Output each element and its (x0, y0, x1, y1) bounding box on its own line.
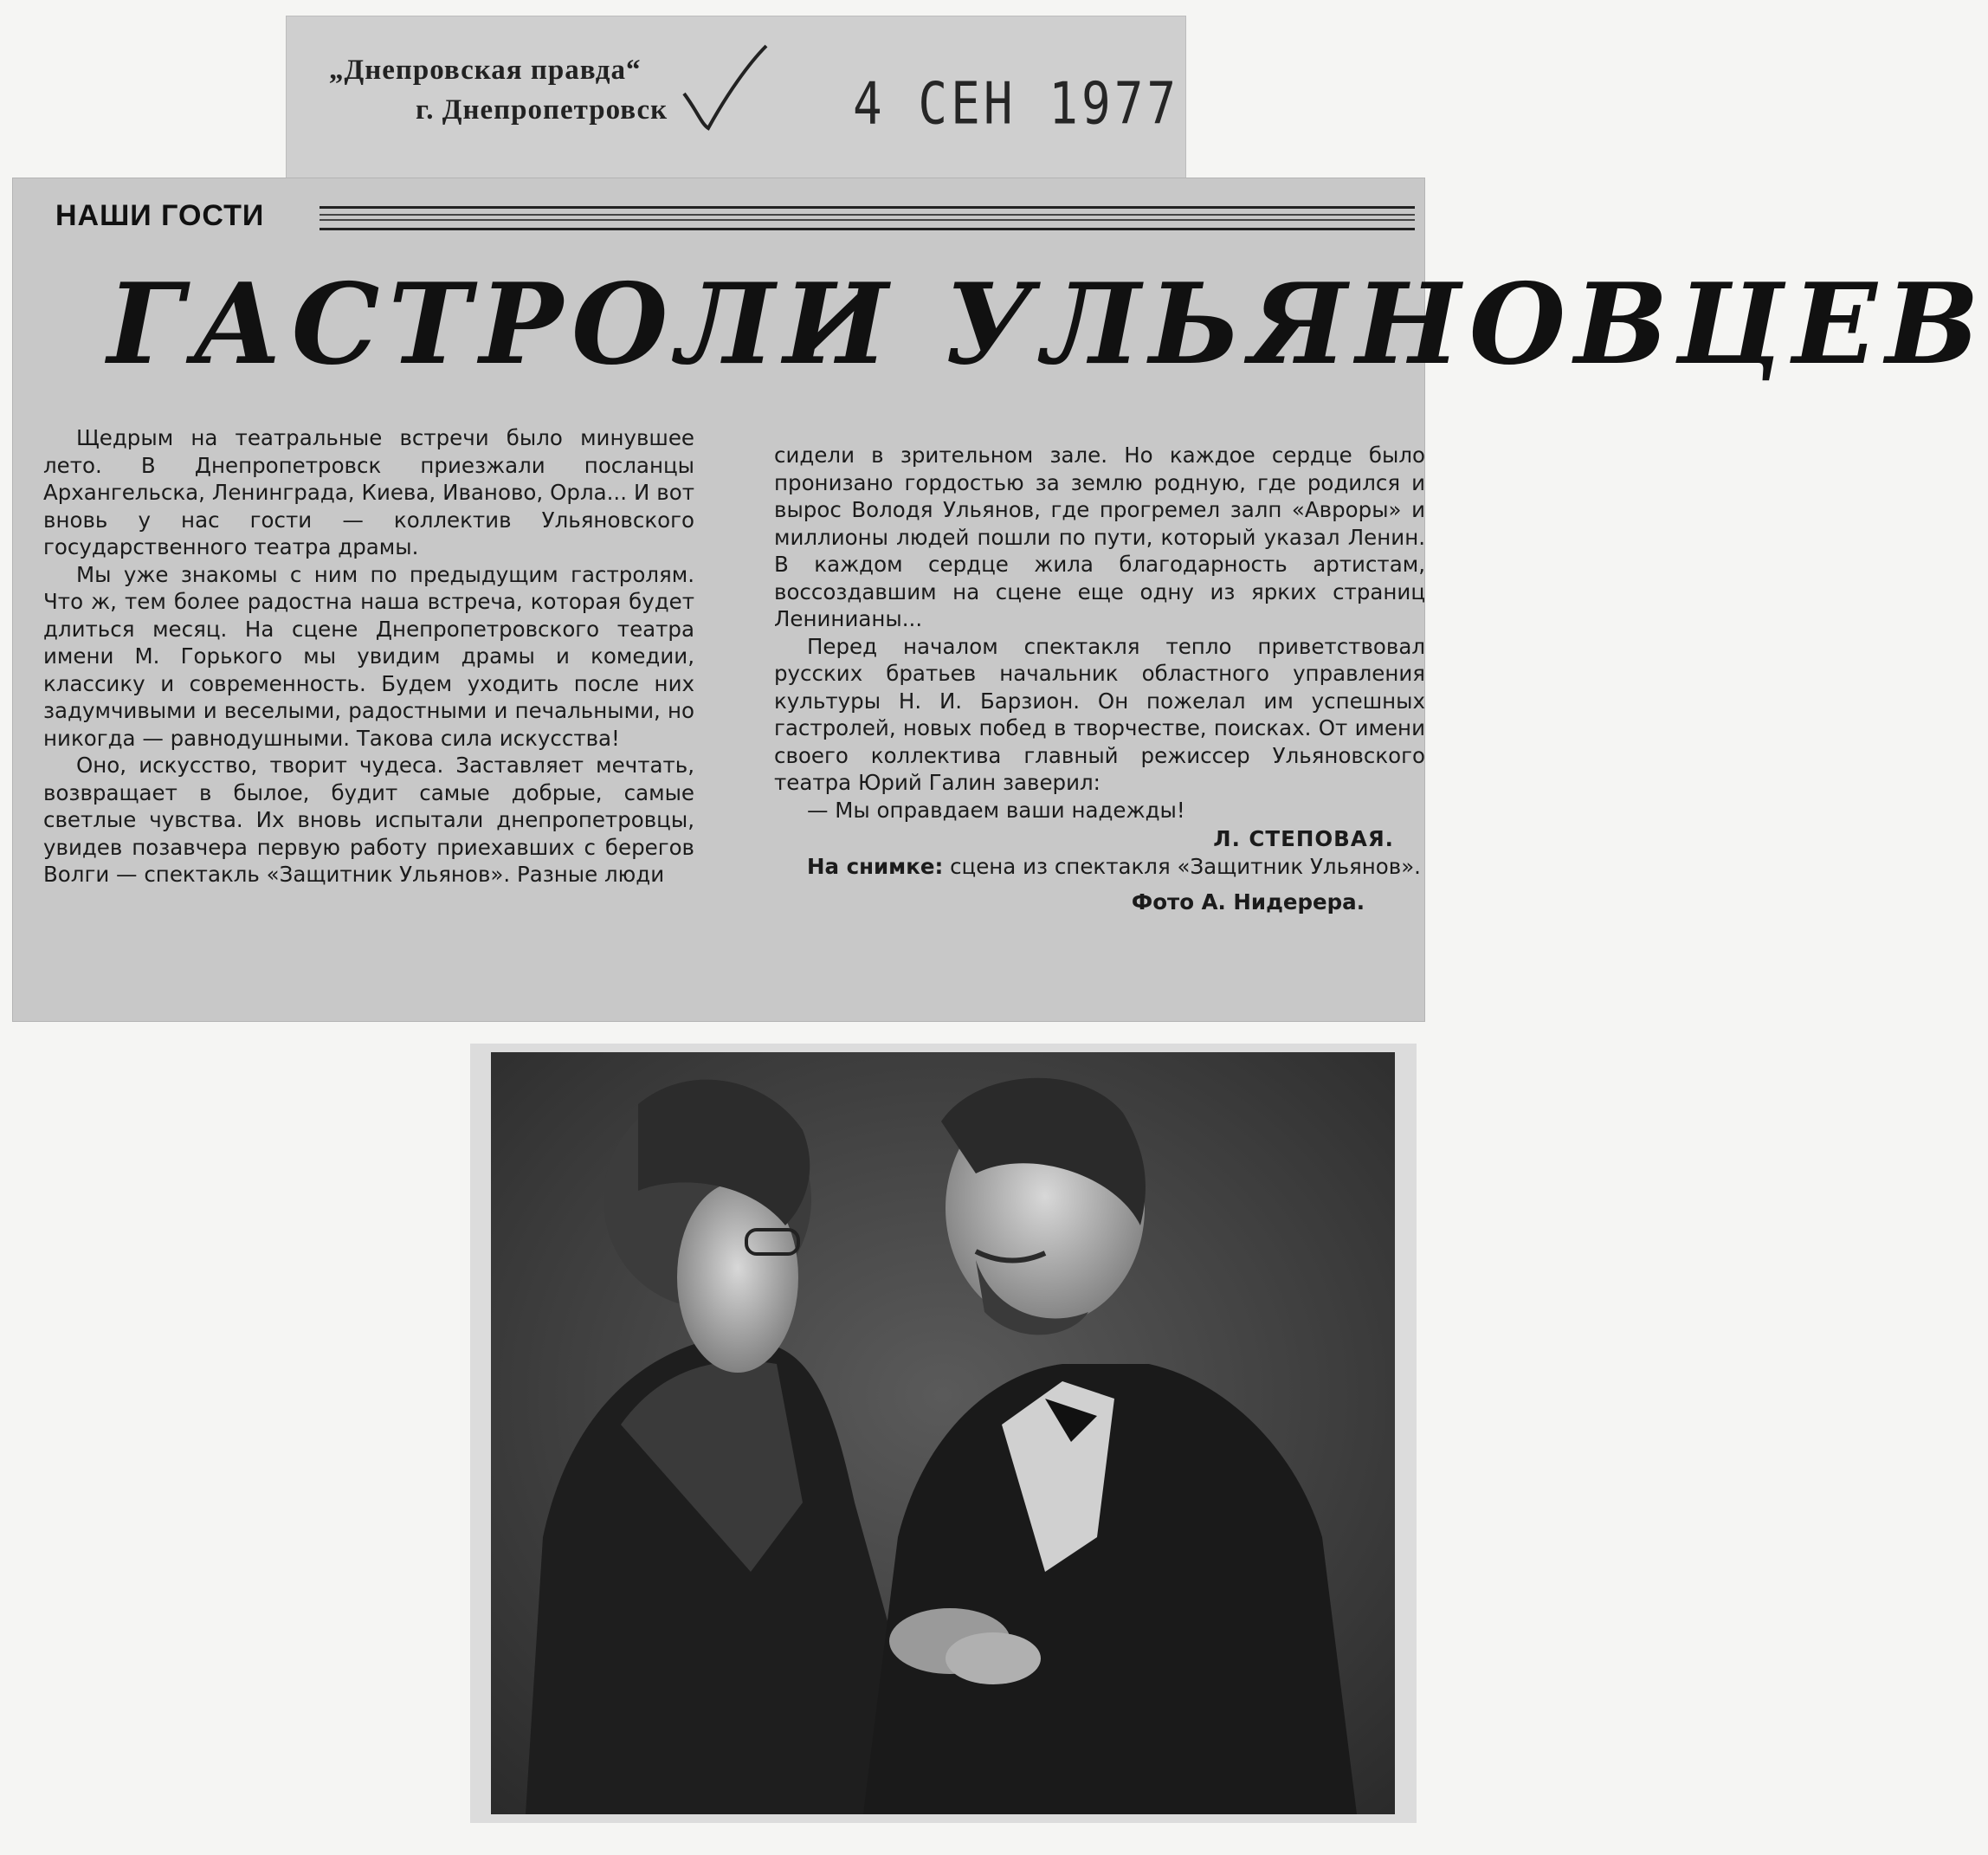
newspaper-city: г. Днепропетровск (416, 94, 668, 126)
author-signature: Л. СТЕПОВАЯ. (1213, 826, 1394, 851)
rubric-rule (320, 206, 1415, 230)
caption-label: На снимке: (807, 853, 944, 879)
photo-caption (774, 853, 1425, 881)
stage-photo (491, 1052, 1395, 1814)
caption-text: сцена из спектакля «Защитник Ульянов». (950, 853, 1421, 879)
newspaper-name: „Днепровская правда“ (329, 55, 642, 86)
stage-photo-image (491, 1052, 1395, 1814)
column-right (774, 442, 1425, 916)
paragraph: Мы уже знакомы с ним по предыдущим гастролям. Что ж, тем более радостна наша встреча, которая будет длиться месяц. На сцене Днепропетровского театра имени М. Горького мы увидим драмы и комедии, классику и современность. Будем уходить после них задумчивыми и веселыми, радостными и печальными, но никогда — равнодушными. Такова сила искусства! (43, 561, 694, 751)
rubric-label: НАШИ ГОСТИ (55, 199, 265, 232)
column-left (43, 424, 694, 889)
paragraph: — Мы оправдаем ваши надежды! (807, 797, 1185, 823)
paragraph: Щедрым на театральные встречи было минувшее лето. В Днепропетровск приезжали посланцы Архангельска, Ленинграда, Киева, Иваново, Орла... И вот вновь у нас гости — коллектив Ульяновского государственного театра драмы. (43, 425, 694, 559)
article-headline: ГАСТРОЛИ УЛЬЯНОВЦЕВ (107, 260, 1988, 390)
pen-check-mark (667, 42, 771, 137)
publication-date: 4 СЕН 1977 (853, 70, 1180, 139)
paragraph: Перед началом спектакля тепло приветствовал русских братьев начальник областного управления культуры Н. И. Барзион. Он пожелал им успешных гастролей, новых побед в творчестве, поисках. От имени своего коллектива главный режиссер Ульяновского театра Юрий Галин заверил: (774, 633, 1425, 795)
paragraph: сидели в зрительном зале. Но каждое сердце было пронизано гордостью за землю родную, где родился и вырос Володя Ульянов, где прогремел залп «Авроры» и миллионы людей пошли по пути, который указал Ленин. В каждом сердце жила благодарность артистам, воссоздавшим на сцене еще одну из ярких страниц Ленинианы... (774, 443, 1425, 631)
photo-credit: Фото А. Нидерера. (1131, 889, 1365, 915)
article-clipping (12, 178, 1988, 1022)
paragraph: Оно, искусство, творит чудеса. Заставляет мечтать, возвращает в былое, будит самые добрые, самые светлые чувства. Их вновь испытали днепропетровцы, увидев позавчера первую работу приехавших с берегов Волги — спектакль «Защитник Ульянов». Разные люди (43, 753, 694, 887)
photo-frame (470, 1044, 1417, 1823)
source-stamp (286, 16, 1186, 189)
